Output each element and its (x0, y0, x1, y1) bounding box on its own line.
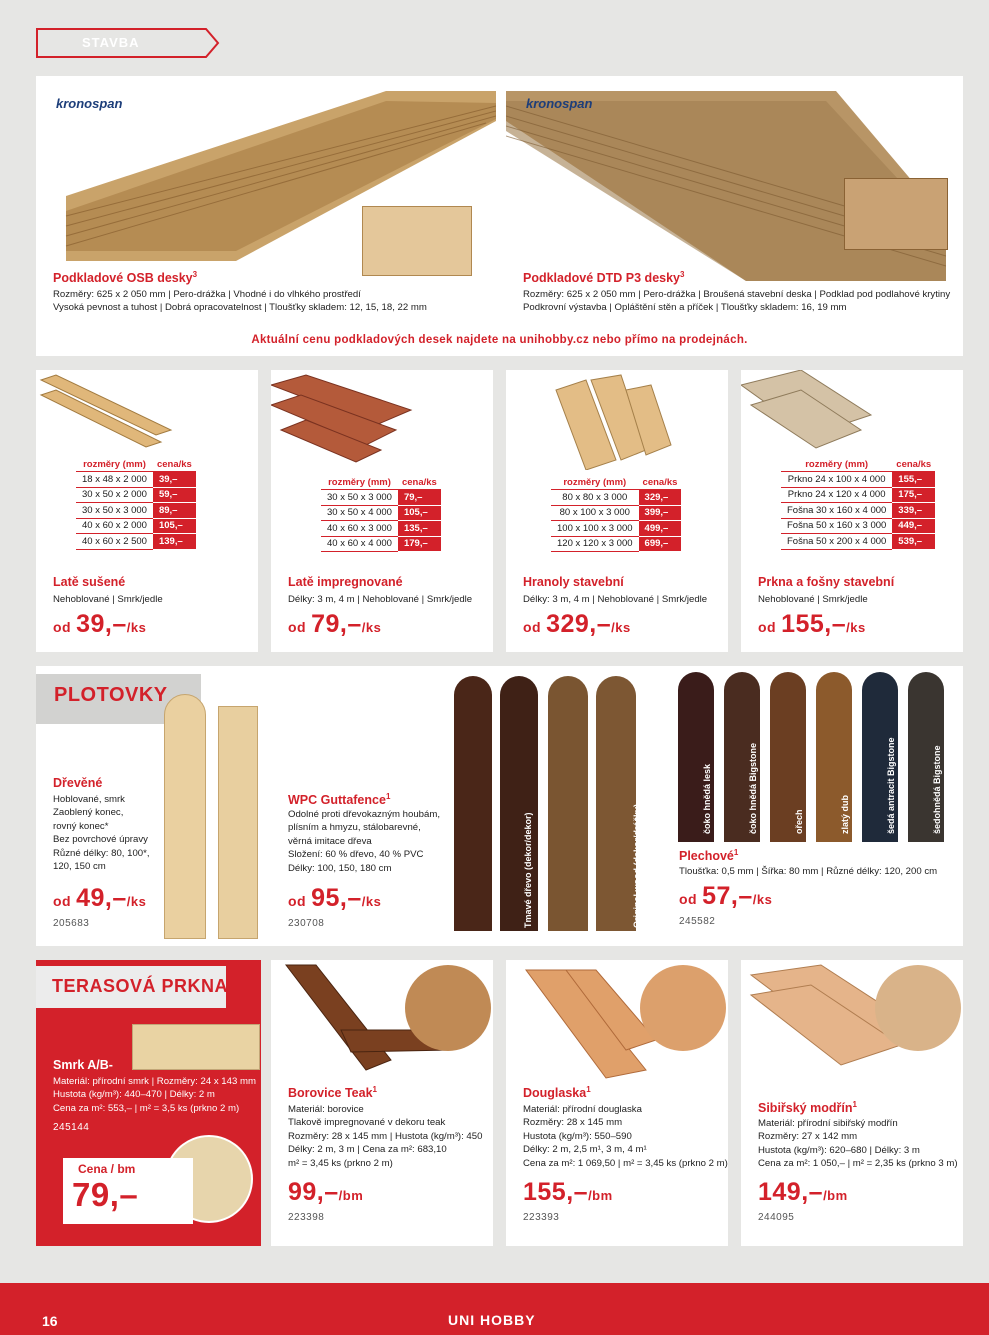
wpc-label-dark: Tmavé dřevo (dekor/dekor) (523, 812, 533, 928)
plotovky-banner: PLOTOVKY (54, 684, 168, 706)
terasa-code: 244095 (758, 1212, 795, 1223)
product-photo (546, 370, 676, 470)
table-row: 80 x 80 x 3 000 329,– (551, 490, 681, 506)
product-card-prkna-fosny (741, 370, 963, 652)
table-row: 30 x 50 x 3 000 79,– (321, 490, 441, 506)
product-desc: Nehoblované | Smrk/jedle (758, 594, 868, 605)
terasa-title: Sibiřský modřín$^1$ (758, 1100, 857, 1116)
product-desc: Délky: 3 m, 4 m | Nehoblované | Smrk/jedle (288, 594, 473, 605)
wpc-label-original: Original wood (dekor/drážky) (632, 803, 642, 928)
wood-desc: Hoblované, smrk Zaoblený konec, rovný konec* Bez povrchové úpravy Různé délky: 80, 100*, 120, 150 cm (53, 794, 150, 873)
price-table: rozměry (mm) cena/ks 18 x 48 x 2 000 39,– 30 x 50 x 2 000 59,– 30 x 50 x 3 000 89,– 40 x 60 x 2 000 105,– 40 x 60 x 2 500 139,– (76, 459, 196, 550)
price-table: rozměry (mm) cena/ks Prkno 24 x 100 x 4 000 155,– Prkno 24 x 120 x 4 000 175,– Fošna 30 x 160 x 4 000 339,– Fošna 50 x 160 x 3 000 449,– Fošna 50 x 200 x 4 000 539,– (781, 459, 935, 550)
smrk-cena-label: Cena / bm (78, 1162, 136, 1176)
metal-label: ořech (794, 809, 804, 834)
product-price: od 329,–/ks (523, 610, 631, 638)
metal-title: Plechové$^1$ (679, 848, 739, 864)
table-row: Prkno 24 x 100 x 4 000 155,– (781, 472, 935, 488)
terasa-price: 149,–/bm (758, 1178, 848, 1206)
page-number: 16 (42, 1313, 58, 1329)
table-row: Prkno 24 x 120 x 4 000 175,– (781, 487, 935, 503)
terasa-title: Douglaska$^1$ (523, 1085, 591, 1101)
smrk-photo (132, 1024, 260, 1070)
dtd-desc: Rozměry: 625 x 2 050 mm | Pero-drážka | Broušená stavební deska | Podklad pod podlahové krytiny Podkrovní výstavba | Opláštění stěn a příček | Tloušťky skladem: 16, 19 mm (523, 289, 951, 314)
product-desc: Délky: 3 m, 4 m | Nehoblované | Smrk/jedle (523, 594, 708, 605)
table-row: 80 x 100 x 3 000 399,– (551, 505, 681, 521)
metal-price: od 57,–/ks (679, 882, 773, 910)
plotovky-section (36, 666, 963, 946)
wpc-code: 230708 (288, 918, 325, 929)
table-row: 100 x 100 x 3 000 499,– (551, 521, 681, 537)
metal-code: 245582 (679, 916, 716, 927)
product-desc: Nehoblované | Smrk/jedle (53, 594, 163, 605)
product-card-late-susene (36, 370, 258, 652)
unihobby-logo[interactable]: UNI HOBBY (448, 1312, 536, 1328)
terasa-desc: Materiál: přírodní sibiřský modřín Rozměry: 27 x 142 mm Hustota (kg/m³): 620–680 | Délky: 3 m Cena za m²: 1 050,– | m² = 2,35 ks (prkno 3 m) (758, 1118, 958, 1170)
section-tag (36, 28, 220, 58)
wood-picket-photo (164, 694, 206, 939)
dtd-brand-logo: kronospan (526, 96, 593, 111)
terasa-texture-circle (875, 965, 961, 1051)
table-row: 40 x 60 x 2 500 139,– (76, 534, 196, 550)
wpc-picket-original (596, 676, 636, 931)
terasa-code: 223398 (288, 1212, 325, 1223)
table-row: 120 x 120 x 3 000 699,– (551, 536, 681, 552)
terasa-card-borovice (271, 960, 493, 1246)
table-row: 18 x 48 x 2 000 39,– (76, 472, 196, 488)
wood-picket-photo (218, 706, 258, 939)
terasa-texture-circle (405, 965, 491, 1051)
smrk-price: 79,– (72, 1176, 139, 1213)
osb-detail-photo (362, 206, 472, 276)
table-row: 30 x 50 x 4 000 105,– (321, 505, 441, 521)
wood-price: od 49,–/ks (53, 884, 147, 912)
product-title: Prkna a fošny stavební (758, 575, 895, 589)
terasa-desc: Materiál: borovice Tlakově impregnované v dekoru teak Rozměry: 28 x 145 mm | Hustota (kg/m³): 450 Délky: 2 m, 3 m | Cena za m²: 683,10 m² = 3,45 ks (prkno 2 m) (288, 1104, 483, 1169)
metal-label: zlatý dub (840, 794, 850, 834)
product-title: Latě impregnované (288, 575, 403, 589)
metal-label: šedá antracit Bigstone (886, 737, 896, 834)
table-row: Fošna 50 x 200 x 4 000 539,– (781, 534, 935, 550)
smrk-desc: Materiál: přírodní smrk | Rozměry: 24 x 143 mm Hustota (kg/m³): 440–470 | Délky: 2 m Cena za m²: 553,– | m² = 3,5 ks (prkno 2 m) (53, 1076, 256, 1114)
table-row: Fošna 30 x 160 x 4 000 339,– (781, 503, 935, 519)
terasa-texture-circle (640, 965, 726, 1051)
terasa-card-modrin (741, 960, 963, 1246)
product-price: od 79,–/ks (288, 610, 382, 638)
metal-label: čoko hnědá lesk (702, 763, 712, 834)
dtd-detail-photo (844, 178, 948, 250)
product-card-late-impregnovane (271, 370, 493, 652)
price-notice[interactable]: Aktuální cenu podkladových desek najdete na unihobby.cz nebo přímo na prodejnách. (251, 334, 748, 346)
wood-title: Dřevěné (53, 776, 103, 790)
product-title: Hranoly stavební (523, 575, 624, 589)
product-price: od 39,–/ks (53, 610, 147, 638)
terasa-title: Borovice Teak$^1$ (288, 1085, 377, 1101)
metal-label: šedohnědá Bigstone (932, 745, 942, 834)
terasa-price: 99,–/bm (288, 1178, 364, 1206)
wpc-picket-original (548, 676, 588, 931)
wpc-price: od 95,–/ks (288, 884, 382, 912)
price-table: rozměry (mm) cena/ks 80 x 80 x 3 000 329,– 80 x 100 x 3 000 399,– 100 x 100 x 3 000 499,– 120 x 120 x 3 000 699,– (551, 477, 681, 552)
product-photo (741, 370, 881, 450)
product-photo (36, 370, 176, 450)
wpc-picket-dark (454, 676, 492, 931)
dtd-title: Podkladové DTD P3 desky$^3$ (523, 270, 685, 286)
metal-desc: Tloušťka: 0,5 mm | Šířka: 80 mm | Různé délky: 120, 200 cm (679, 866, 938, 877)
product-price: od 155,–/ks (758, 610, 866, 638)
terasa-card-douglaska (506, 960, 728, 1246)
terasa-desc: Materiál: přírodní douglaska Rozměry: 28 x 145 mm Hustota (kg/m³): 550–590 Délky: 2 m, 2,5 m¹, 3 m, 4 m¹ Cena za m²: 1 069,50 | m² = 3,45 ks (prkno 2 m) (523, 1104, 728, 1169)
product-title: Latě sušené (53, 575, 126, 589)
product-card-hranoly (506, 370, 728, 652)
osb-brand-logo: kronospan (56, 96, 123, 111)
osb-title: Podkladové OSB desky$^3$ (53, 270, 198, 286)
table-row: 30 x 50 x 3 000 89,– (76, 503, 196, 519)
metal-label: čoko hnědá Bigstone (748, 742, 758, 834)
table-row: 30 x 50 x 2 000 59,– (76, 487, 196, 503)
wpc-desc: Odolné proti dřevokazným houbám, plísním a hmyzu, stálobarevné, věrná imitace dřeva Složení: 60 % dřevo, 40 % PVC Délky: 100, 150, 180 cm (288, 809, 440, 874)
price-table: rozměry (mm) cena/ks 30 x 50 x 3 000 79,– 30 x 50 x 4 000 105,– 40 x 60 x 3 000 135,– 40 x 60 x 4 000 179,– (321, 477, 441, 552)
table-row: 40 x 60 x 3 000 135,– (321, 521, 441, 537)
table-row: Fošna 50 x 160 x 3 000 449,– (781, 518, 935, 534)
wpc-title: WPC Guttafence$^1$ (288, 792, 391, 808)
section-tag-label: STAVBA (82, 35, 140, 50)
terasa-banner: TERASOVÁ PRKNA (52, 976, 229, 996)
smrk-code: 245144 (53, 1122, 90, 1133)
osb-desc: Rozměry: 625 x 2 050 mm | Pero-drážka | Vhodné i do vlhkého prostředí Vysoká pevnost a tuhost | Dobrá opracovatelnost | Tloušťky skladem: 12, 15, 18, 22 mm (53, 289, 427, 314)
boards-panel (36, 76, 963, 356)
table-row: 40 x 60 x 4 000 179,– (321, 536, 441, 552)
terasa-code: 223393 (523, 1212, 560, 1223)
terasa-price: 155,–/bm (523, 1178, 613, 1206)
wood-code: 205683 (53, 918, 90, 929)
smrk-title: Smrk A/B- (53, 1058, 113, 1072)
table-row: 40 x 60 x 2 000 105,– (76, 518, 196, 534)
product-photo (271, 370, 416, 465)
